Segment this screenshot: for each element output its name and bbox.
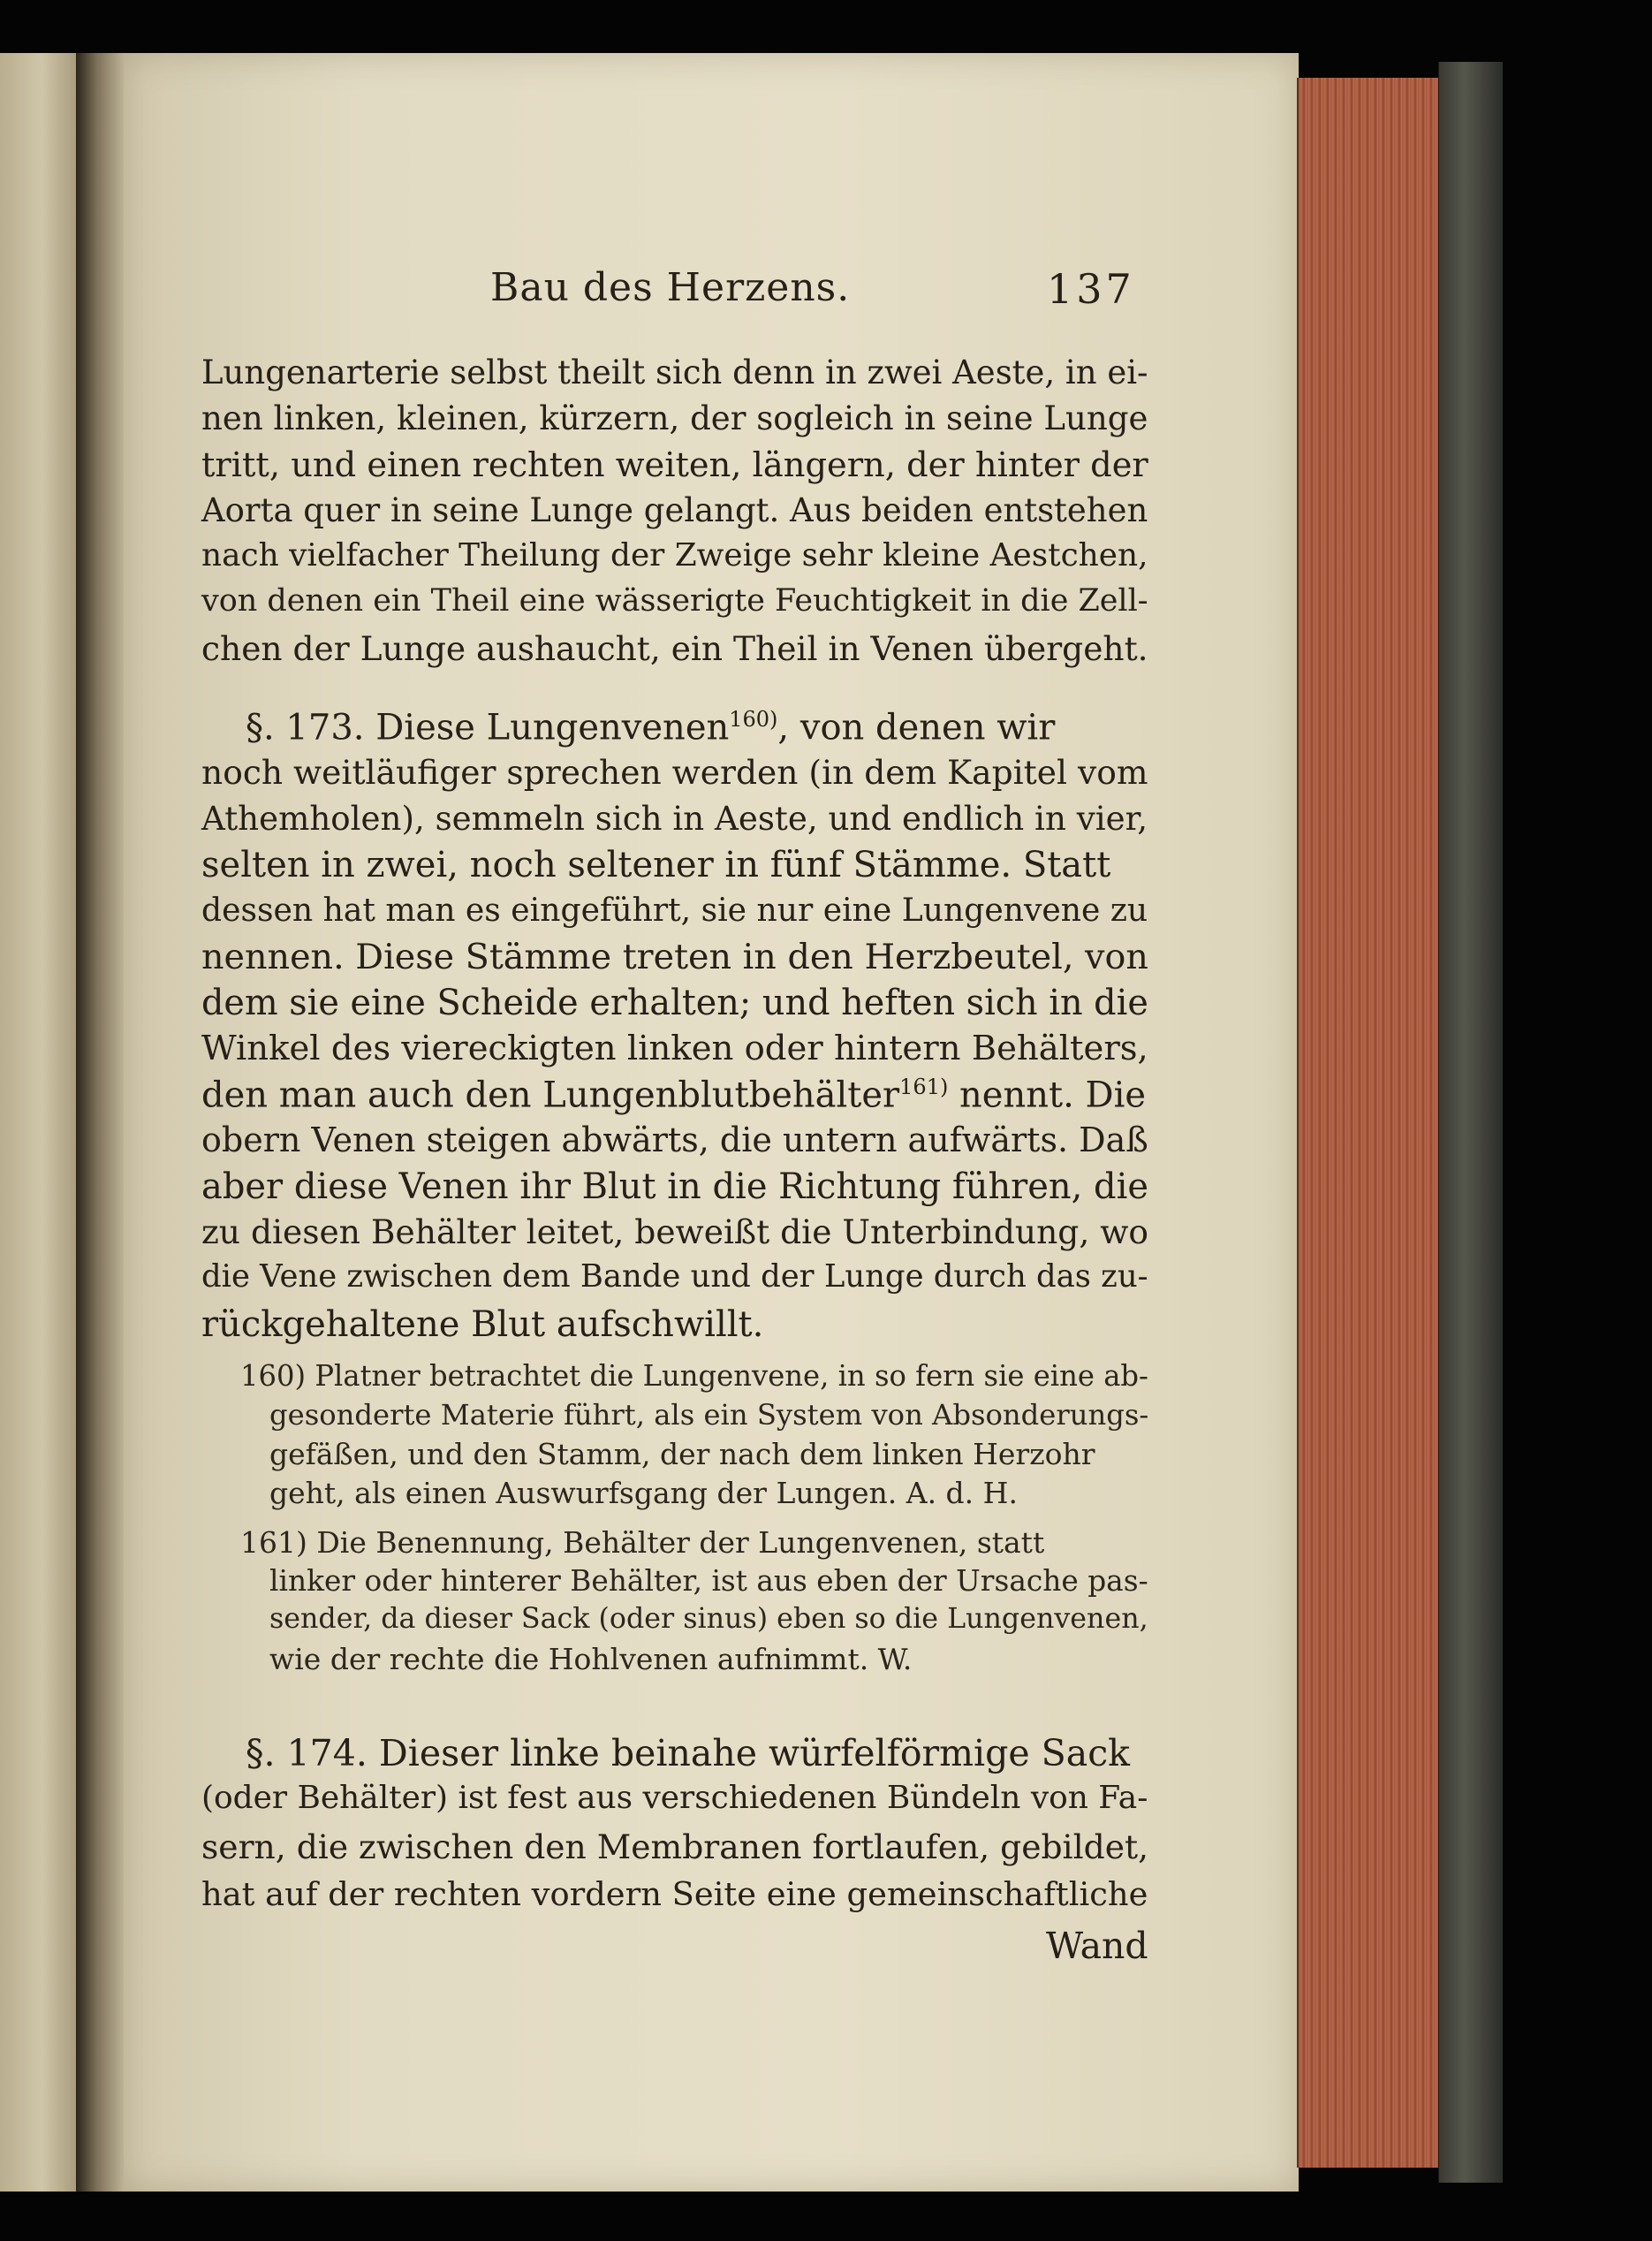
footnote-line: geht, als einen Auswurfsgang der Lungen. A. d. H. xyxy=(269,1476,1018,1510)
previous-page-edge xyxy=(0,53,78,2192)
footnote-ref-160: 160) xyxy=(729,707,778,732)
text-line: von denen ein Theil eine wässerigte Feuchtigkeit in die Zell- xyxy=(201,583,1148,619)
footnote-ref-161: 161) xyxy=(899,1075,949,1099)
text-line: nach vielfacher Theilung der Zweige sehr kleine Aestchen, xyxy=(201,537,1148,574)
text-line: dem sie eine Scheide erhalten; und heften sich in die xyxy=(201,983,1148,1023)
text-line: (oder Behälter) ist fest aus verschiedenen Bündeln von Fa- xyxy=(201,1780,1148,1816)
footnote-line: wie der rechte die Hohlvenen aufnimmt. W. xyxy=(269,1642,913,1676)
running-head: Bau des Herzens. xyxy=(490,265,851,310)
text-line: Athemholen), semmeln sich in Aeste, und endlich in vier, xyxy=(201,799,1148,838)
text-span: nennt. Die xyxy=(948,1075,1147,1116)
book-gutter xyxy=(76,53,129,2192)
text-line: hat auf der rechten vordern Seite eine gemeinschaftliche xyxy=(201,1875,1148,1913)
text-line: tritt, und einen rechten weiten, längern, der hinter der xyxy=(201,445,1148,485)
text-line: selten in zwei, noch seltener in fünf Stämme. Statt xyxy=(201,845,1111,885)
text-line: chen der Lunge aushaucht, ein Theil in Venen übergeht. xyxy=(201,629,1148,668)
footnote-line: gefäßen, und den Stamm, der nach dem linken Herzohr xyxy=(269,1437,1095,1471)
text-line: Lungenarterie selbst theilt sich denn in zwei Aeste, in ei- xyxy=(201,353,1148,391)
text-line: zu diesen Behälter leitet, beweißt die Unterbindung, wo xyxy=(201,1212,1149,1251)
text-span: den man auch den Lungenblutbehälter xyxy=(201,1075,900,1116)
text-line: obern Venen steigen abwärts, die untern aufwärts. Daß xyxy=(201,1120,1148,1159)
text-line: nen linken, kleinen, kürzern, der sogleich in seine Lunge xyxy=(201,399,1148,437)
page-block-edge xyxy=(1297,78,1440,2168)
text-line xyxy=(246,707,1055,748)
footnote-line: linker oder hinterer Behälter, ist aus eben der Ursache pas- xyxy=(269,1564,1148,1598)
text-line xyxy=(201,1075,1146,1115)
text-span: , von denen wir xyxy=(777,707,1056,748)
text-line: §. 174. Dieser linke beinahe würfelförmige Sack xyxy=(246,1732,1130,1774)
text-line: noch weitläufiger sprechen werden (in dem Kapitel vom xyxy=(201,753,1148,792)
text-line: aber diese Venen ihr Blut in die Richtung führen, die xyxy=(201,1166,1149,1207)
text-line: Aorta quer in seine Lunge gelangt. Aus beiden entstehen xyxy=(201,491,1148,529)
text-line: sern, die zwischen den Membranen fortlaufen, gebildet, xyxy=(201,1827,1149,1866)
catchword: Wand xyxy=(1046,1925,1148,1967)
footnote-line: 161) Die Benennung, Behälter der Lungenvenen, statt xyxy=(240,1525,1045,1560)
text-line: die Vene zwischen dem Bande und der Lunge durch das zu- xyxy=(201,1258,1148,1295)
text-span: §. 173. Diese Lungenvenen xyxy=(246,707,730,748)
text-line: Winkel des viereckigten linken oder hintern Behälters, xyxy=(201,1029,1148,1068)
text-line: dessen hat man es eingeführt, sie nur eine Lungenvene zu xyxy=(201,891,1148,929)
page-number: 137 xyxy=(1047,265,1135,313)
footnote-line: gesonderte Materie führt, als ein System von Absonderungs- xyxy=(269,1398,1149,1432)
book-cover-board xyxy=(1438,62,1503,2183)
footnote-line: 160) Platner betrachtet die Lungenvene, in so fern sie eine ab- xyxy=(240,1359,1148,1393)
text-line: rückgehaltene Blut aufschwillt. xyxy=(201,1304,764,1345)
footnote-line: sender, da dieser Sack (oder sinus) eben so die Lungenvenen, xyxy=(269,1603,1148,1635)
text-line: nennen. Diese Stämme treten in den Herzbeutel, von xyxy=(201,937,1148,977)
